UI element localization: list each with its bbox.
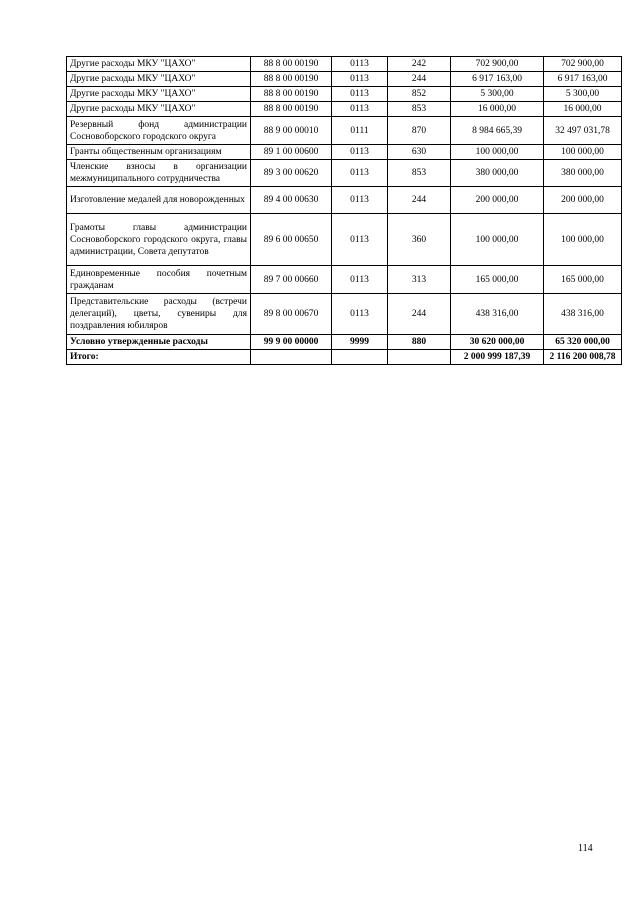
page-number: 114 — [578, 843, 593, 854]
row-vr-cell: 313 — [388, 266, 451, 294]
budget-table-body — [67, 57, 622, 365]
row-vr-cell: 244 — [388, 187, 451, 214]
row-amount2-cell: 702 900,00 — [544, 57, 622, 72]
row-amount1-cell: 380 000,00 — [451, 160, 544, 187]
row-section-cell: 0113 — [332, 294, 388, 335]
row-amount1-cell: 6 917 163,00 — [451, 72, 544, 87]
row-amount2-cell: 165 000,00 — [544, 266, 622, 294]
row-amount1-cell: 200 000,00 — [451, 187, 544, 214]
row-csr-cell: 88 8 00 00190 — [251, 102, 332, 117]
row-vr-cell: 870 — [388, 117, 451, 145]
row-section-cell — [332, 350, 388, 365]
row-csr-cell: 89 1 00 00600 — [251, 145, 332, 160]
table-row — [67, 87, 622, 102]
row-amount1-cell: 165 000,00 — [451, 266, 544, 294]
total-amount2-cell: 2 116 200 008,78 — [544, 350, 622, 365]
row-csr-cell: 88 8 00 00190 — [251, 87, 332, 102]
row-name-cell: Гранты общественным организациям — [67, 145, 251, 160]
row-vr-cell: 853 — [388, 160, 451, 187]
row-amount1-cell: 438 316,00 — [451, 294, 544, 335]
row-vr-cell: 360 — [388, 214, 451, 266]
row-vr-cell — [388, 350, 451, 365]
row-amount2-cell: 438 316,00 — [544, 294, 622, 335]
row-section-cell: 0113 — [332, 72, 388, 87]
table-row — [67, 214, 622, 266]
row-amount2-cell: 200 000,00 — [544, 187, 622, 214]
row-csr-cell: 89 7 00 00660 — [251, 266, 332, 294]
row-name-cell: Резервный фонд администрации Сосновоборского городского округа — [67, 117, 251, 145]
row-amount1-cell: 8 984 665,39 — [451, 117, 544, 145]
table-row — [67, 72, 622, 87]
row-vr-cell: 853 — [388, 102, 451, 117]
row-section-cell: 0113 — [332, 87, 388, 102]
row-csr-cell: 99 9 00 00000 — [251, 335, 332, 350]
row-name-cell: Другие расходы МКУ "ЦАХО" — [67, 87, 251, 102]
row-csr-cell: 88 9 00 00010 — [251, 117, 332, 145]
row-vr-cell: 244 — [388, 72, 451, 87]
budget-table-container — [66, 56, 621, 365]
row-amount1-cell: 100 000,00 — [451, 145, 544, 160]
table-row — [67, 57, 622, 72]
row-amount2-cell: 380 000,00 — [544, 160, 622, 187]
row-section-cell: 0113 — [332, 266, 388, 294]
row-section-cell: 0113 — [332, 57, 388, 72]
table-row — [67, 294, 622, 335]
table-row — [67, 117, 622, 145]
total-row — [67, 350, 622, 365]
row-section-cell: 0113 — [332, 145, 388, 160]
row-amount1-cell: 5 300,00 — [451, 87, 544, 102]
row-section-cell: 0113 — [332, 214, 388, 266]
table-row — [67, 102, 622, 117]
row-csr-cell: 89 3 00 00620 — [251, 160, 332, 187]
row-section-cell: 0111 — [332, 117, 388, 145]
row-vr-cell: 852 — [388, 87, 451, 102]
table-row — [67, 266, 622, 294]
row-name-cell: Изготовление медалей для новорожденных — [67, 187, 251, 214]
row-csr-cell: 89 6 00 00650 — [251, 214, 332, 266]
row-section-cell: 9999 — [332, 335, 388, 350]
row-name-cell: Грамоты главы администрации Сосновоборского городского округа, главы администрации, Совета депутатов — [67, 214, 251, 266]
row-amount2-cell: 5 300,00 — [544, 87, 622, 102]
row-section-cell: 0113 — [332, 187, 388, 214]
row-name-cell: Единовременные пособия почетным гражданам — [67, 266, 251, 294]
row-amount2-cell: 32 497 031,78 — [544, 117, 622, 145]
row-section-cell: 0113 — [332, 160, 388, 187]
row-amount2-cell: 16 000,00 — [544, 102, 622, 117]
row-vr-cell: 242 — [388, 57, 451, 72]
row-amount2-cell: 65 320 000,00 — [544, 335, 622, 350]
table-row — [67, 187, 622, 214]
budget-table — [66, 56, 622, 365]
row-amount1-cell: 16 000,00 — [451, 102, 544, 117]
row-name-cell: Членские взносы в организации межмуниципального сотрудничества — [67, 160, 251, 187]
row-csr-cell: 89 8 00 00670 — [251, 294, 332, 335]
row-amount1-cell: 702 900,00 — [451, 57, 544, 72]
table-row — [67, 160, 622, 187]
row-amount2-cell: 6 917 163,00 — [544, 72, 622, 87]
row-name-cell: Другие расходы МКУ "ЦАХО" — [67, 102, 251, 117]
row-vr-cell: 244 — [388, 294, 451, 335]
row-name-cell: Представительские расходы (встречи делегаций), цветы, сувениры для поздравления юбиляров — [67, 294, 251, 335]
total-label-cell: Итого: — [67, 350, 251, 365]
row-vr-cell: 880 — [388, 335, 451, 350]
table-row — [67, 145, 622, 160]
row-name-cell: Другие расходы МКУ "ЦАХО" — [67, 57, 251, 72]
row-section-cell: 0113 — [332, 102, 388, 117]
row-csr-cell — [251, 350, 332, 365]
row-vr-cell: 630 — [388, 145, 451, 160]
row-csr-cell: 88 8 00 00190 — [251, 57, 332, 72]
row-name-cell: Условно утвержденные расходы — [67, 335, 251, 350]
row-amount1-cell: 30 620 000,00 — [451, 335, 544, 350]
total-amount1-cell: 2 000 999 187,39 — [451, 350, 544, 365]
row-amount2-cell: 100 000,00 — [544, 214, 622, 266]
row-csr-cell: 88 8 00 00190 — [251, 72, 332, 87]
row-name-cell: Другие расходы МКУ "ЦАХО" — [67, 72, 251, 87]
row-amount1-cell: 100 000,00 — [451, 214, 544, 266]
table-row — [67, 335, 622, 350]
row-amount2-cell: 100 000,00 — [544, 145, 622, 160]
row-csr-cell: 89 4 00 00630 — [251, 187, 332, 214]
